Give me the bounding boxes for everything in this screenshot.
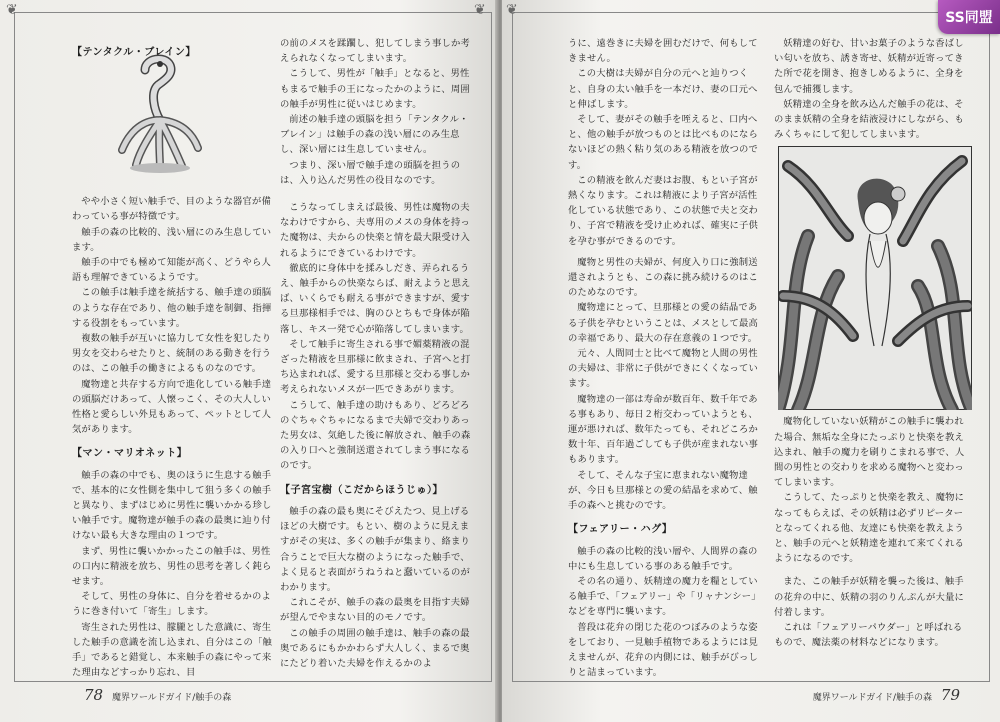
left-footer (84, 686, 231, 704)
paragraph: 妖精達の全身を飲み込んだ触手の花は、そのまま妖精の全身を結液浸けにしながら、もみくちゃにして犯してしまいます。 (774, 98, 964, 141)
paragraph: これは「フェアリーパウダー」と呼ばれるもので、魔法薬の材料などになります。 (774, 622, 963, 649)
page-number: 78 (84, 686, 104, 704)
paragraph: 魔物達の一部は寿命が数百年、数千年である事もあり、毎日２桁交わっていようとも、運が悪ければ、数年たっても、それどころか数十年、百年過ごしても子供が産まれない事もあります。 (568, 393, 758, 466)
page-number: 79 (940, 686, 960, 704)
section-heading-tentacle-brain: 【テンタクル・ブレイン】 (72, 47, 196, 58)
corner-ornament-icon: ❦ (6, 2, 18, 18)
paragraph: 徹底的に身体中を揉みしだき、弄られるうえ、触手からの快楽ならば、耐えようと思えば、いくらでも耐える事ができますが、愛する旦那様相手では、胸のひとちもで身体が陥落し、キス一発で心が陥落してしまいます。 (280, 262, 471, 335)
paragraph: 複数の触手が互いに協力して女性を犯したり男女を交わらせたりと、統制のある動きを行うのは、この触手の働きによるものなのです。 (72, 333, 272, 375)
running-footer: 魔界ワールドガイド/触手の森 (812, 693, 933, 703)
section-heading-uterus-tree: 【子宮宝樹（こだからほうじゅ）】 (280, 484, 443, 496)
paragraph: の前のメスを蹂躙し、犯してしまう事しか考えられなくなってしまいます。 (280, 38, 470, 65)
left-column-2 (280, 36, 478, 671)
paragraph: そして、妻がその触手を咥えると、口内へと、他の触手が放つものとは比べものにならないほどの熱く粘り気のある精液を放つのです。 (568, 114, 758, 171)
paragraph: 前述の触手達の頭脳を担う「テンタクル・ブレイン」は触手の森の浅い層にのみ生息し、深い層には生息していません。 (280, 114, 469, 156)
paragraph: 寄生された男性は、朦朧とした意識に、寄生した触手の意識を流し込まれ、自分はこの「触手」であると錯覚し、本来触手の森にやって来た理由などすっかり忘れ、目 (72, 621, 272, 679)
paragraph: こうして、たっぷりと快楽を教え、魔物になってもらえば、その妖精は必ずリピーターとなってくれる他、友達にも快楽を教えようと、触手の元へと妖精達を連れて来てくれるようになるのです。 (774, 492, 965, 565)
fairy-tentacle-illustration (778, 146, 972, 410)
paragraph: この精液を飲んだ妻はお腹、もとい子宮が熱くなります。これは精液により子宮が活性化している状態であり、この状態で夫と交わり、子宮で精液を受け止めれば、確実に子供を孕む事ができるのです。 (568, 174, 758, 247)
paragraph: 魔物達と共存する方向で進化している触手達の頭脳だけあって、人懐っこく、その大人しい性格と愛らしい外見もあって、ペットとして人気があります。 (72, 378, 272, 436)
paragraph: こうして、触手達の助けもあり、どろどろのぐちゃぐちゃになるまで夫婦で交わりあった男女は、気絶した後に解放され、触手の森の入り口へと強制送還されてしまう事になるのです。 (280, 399, 471, 472)
paragraph: この大樹は夫婦が自分の元へと辿りつくと、自身の太い触手を一本だけ、妻の口元へと伸ばします。 (568, 68, 758, 110)
right-footer (813, 686, 960, 704)
left-page (0, 0, 498, 722)
right-column-1 (568, 36, 766, 680)
paragraph: そして、そんな子宝に恵まれない魔物達が、今日も旦那様との愛の結晶を求めて、触手の森へと挑むのです。 (568, 469, 758, 512)
section-heading-fairy-hug: 【フェアリー・ハグ】 (568, 524, 673, 536)
right-page (502, 0, 1000, 722)
left-column-1 (72, 36, 272, 681)
running-footer: 魔界ワールドガイド/触手の森 (111, 693, 232, 703)
paragraph: 魔物化していない妖精がこの触手に襲われた場合、無垢な全身にたっぷりと快楽を教え込まれ、触手の魔力を刷りこまれる事で、人間の男性との交わりを求める魔物へと変わってしまいます。 (774, 416, 965, 489)
paragraph: 触手の森の比較的浅い層や、人間界の森の中にも生息している事のある触手です。 (568, 545, 758, 572)
paragraph: 妖精達の好む、甘いお菓子のような香ばしい匂いを放ち、誘き寄せ、妖精が近寄ってきた所で花を開き、抱きしめるように、全身を包んで捕獲します。 (774, 38, 964, 95)
paragraph: 触手の森の中でも、奥のほうに生息する触手で、基本的に女性側を集中して狙う多くの触手と異なり、まずはじめに男性に襲いかかる珍しい触手です。魔物達が触手の森の最奥に辿り付けない最も大きな理由の１つです。 (72, 469, 272, 542)
paragraph: 触手の中でも極めて知能が高く、どうやら人語も理解できているようです。 (72, 257, 272, 284)
corner-ornament-icon: ❦ (474, 2, 486, 18)
paragraph: 触手の森の比較的、浅い層にのみ生息しています。 (72, 226, 272, 253)
paragraph: 普段は花弁の閉じた花のつぼみのような姿をしており、一見触手植物であるようには見えませんが、花弁の内側には、触手がびっしりと詰まっています。 (568, 621, 758, 679)
paragraph: まず、男性に襲いかかったこの触手は、男性の口内に精液を放ち、男性の思考を著しく鈍らせます。 (72, 545, 272, 588)
paragraph: こうなってしまえば最後、男性は魔物の夫なわけですから、夫専用のメスの身体を持った魔物は、夫からの快楽と情を最大限受け入れるようにできているわけです。 (280, 202, 470, 259)
paragraph: また、この触手が妖精を襲った後は、触手の花弁の中に、妖精の羽のりんぷんが大量に付着します。 (774, 576, 964, 618)
paragraph: こうして、男性が「触手」となると、男性もまるで触手の王になったかのように、周囲の触手が男性に従いはじめます。 (280, 68, 470, 110)
paragraph: 元々、人間同士と比べて魔物と人間の男性の夫婦は、非常に子供ができにくくなっています。 (568, 348, 758, 390)
paragraph: その名の通り、妖精達の魔力を糧としている触手で、「フェアリー」や「リャナンシー」などを専門に襲います。 (568, 575, 761, 618)
section-heading-man-marionette: 【マン・マリオネット】 (72, 448, 188, 460)
corner-ornament-icon: ❦ (506, 2, 518, 18)
paragraph: 触手の森の最も奥にそびえたつ、見上げるほどの大樹です。もとい、樹のように見えますがその実は、多くの触手が集まり、絡まり合うことで巨大な樹のようになった触手で、よく見ると表面がうねうねと蠢いているのがわかります。 (280, 505, 470, 593)
paragraph: やや小さく短い触手で、目のような器官が備わっている事が特徴です。 (72, 196, 272, 223)
paragraph: この触手は触手達を統括する、触手達の頭脳のような存在であり、他の触手達を制御、指揮する役割をもっています。 (72, 287, 272, 329)
paragraph: そして、男性の身体に、自分を着せるかのように巻き付いて「寄生」します。 (72, 591, 272, 618)
paragraph: この触手の周囲の触手達は、触手の森の最奥であるにもかかわらず大人しく、まるで奥にたどり着いた夫婦を作えるかのよ (280, 627, 470, 669)
paragraph: つまり、深い層で触手達の頭脳を担うのは、入り込んだ男性の役目なのです。 (280, 159, 461, 186)
watermark-badge: SS同盟 (938, 0, 1000, 34)
paragraph: 魔物達にとって、旦那様との愛の結晶である子供を孕むということは、メスとして最高の幸福であり、最大の存在意義の１つです。 (568, 302, 758, 344)
paragraph: そして触手に寄生される事で媚薬精液の混ざった精液を旦那様に飲まされ、子宮へと打ち込まれれば、愛する旦那様と交わる事しか考えられないメスが一匹できあがります。 (280, 338, 471, 396)
paragraph: これこそが、触手の森の最奥を目指す夫婦が望んでやまない目的のモノです。 (280, 597, 470, 624)
paragraph: 魔物と男性の夫婦が、何度入り口に強制送還されようとも、この森に挑み続けるのはこのためなのです。 (568, 256, 758, 299)
paragraph: うに、遠巻きに夫婦を囲むだけで、何もしてきません。 (568, 38, 758, 65)
